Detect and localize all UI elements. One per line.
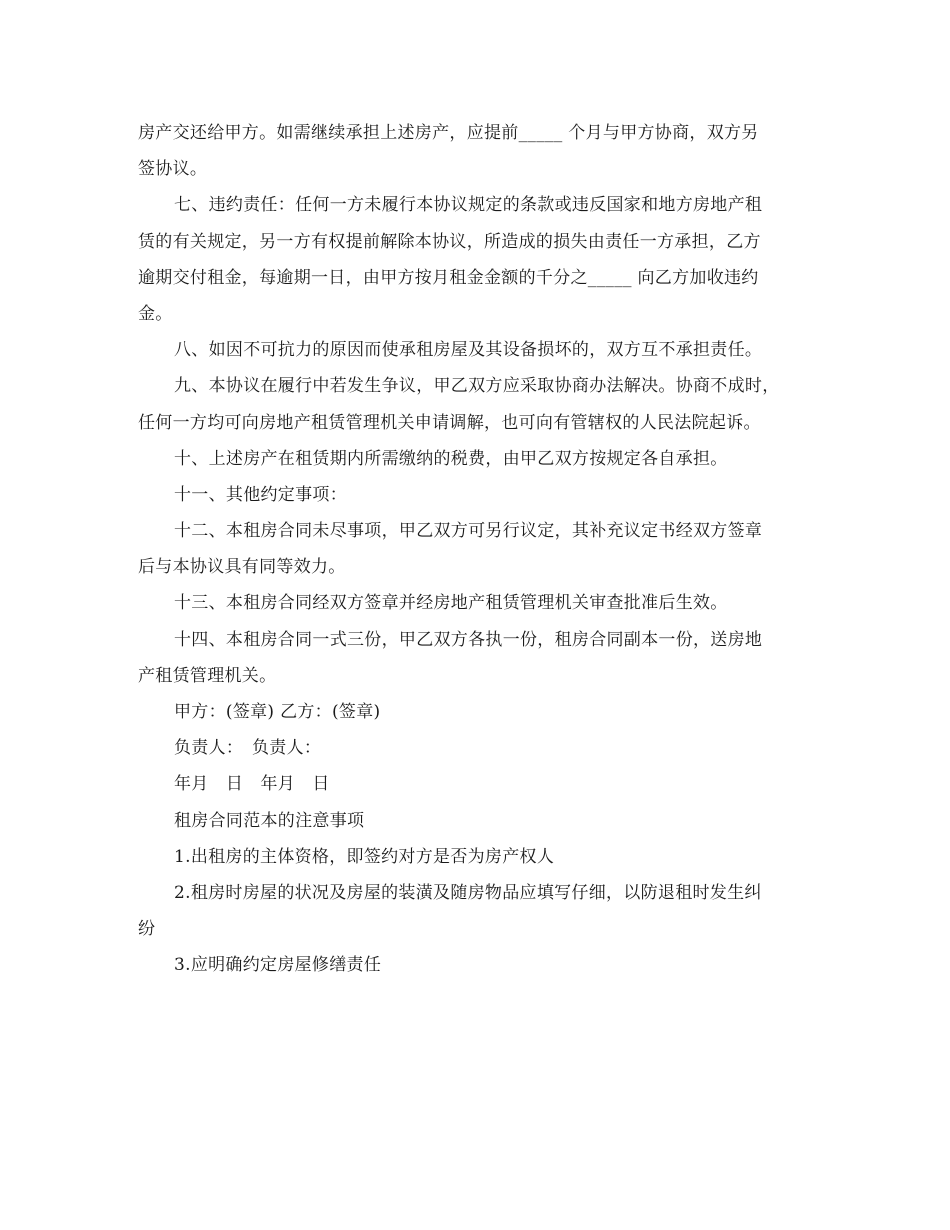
text-line: 赁的有关规定，另一方有权提前解除本协议，所造成的损失由责任一方承担，乙方 xyxy=(138,231,761,252)
note-item-1: 1.出租房的主体资格，即签约对方是否为房产权人 xyxy=(174,846,555,867)
clause-13: 十三、本租房合同经双方签章并经房地产租赁管理机关审查批准后生效。 xyxy=(174,593,728,614)
signature-line: 甲方：(签章) 乙方：(签章) xyxy=(174,702,381,722)
date-line: 年月 日 年月 日 xyxy=(174,774,330,795)
note-item-2: 2.租房时房屋的状况及房屋的装潢及随房物品应填写仔细，以防退租时发生纠 xyxy=(174,882,762,903)
text-line: 金。 xyxy=(138,303,173,324)
text-line: 签协议。 xyxy=(138,159,208,180)
clause-12: 十二、本租房合同未尽事项，甲乙双方可另行议定，其补充议定书经双方签章 xyxy=(174,521,763,542)
notes-heading: 租房合同范本的注意事项 xyxy=(174,810,365,831)
responsible-person-line: 负责人： 负责人： xyxy=(174,738,322,759)
clause-11: 十一、其他约定事项： xyxy=(174,484,347,505)
clause-8: 八、如因不可抗力的原因而使承租房屋及其设备损坏的，双方互不承担责任。 xyxy=(174,340,763,361)
text-line: 房产交还给甲方。如需继续承担上述房产，应提前_____ 个月与甲方协商，双方另 xyxy=(138,123,759,143)
text-line: 后与本协议具有同等效力。 xyxy=(138,557,346,578)
clause-10: 十、上述房产在租赁期内所需缴纳的税费，由甲乙双方按规定各自承担。 xyxy=(174,448,728,469)
note-item-3: 3.应明确约定房屋修缮责任 xyxy=(174,955,382,976)
clause-9: 九、本协议在履行中若发生争议，甲乙双方应采取协商办法解决。协商不成时， xyxy=(174,376,780,397)
text-line: 产租赁管理机关。 xyxy=(138,665,277,686)
text-line: 逾期交付租金，每逾期一日，由甲方按月租金金额的千分之_____ 向乙方加收违约 xyxy=(138,267,759,288)
document-page xyxy=(138,115,814,984)
clause-7: 七、违约责任：任何一方未履行本协议规定的条款或违反国家和地方房地产租 xyxy=(174,195,763,216)
text-line: 纷 xyxy=(138,919,156,940)
text-line: 任何一方均可向房地产租赁管理机关申请调解，也可向有管辖权的人民法院起诉。 xyxy=(138,412,761,433)
clause-14: 十四、本租房合同一式三份，甲乙双方各执一份，租房合同副本一份，送房地 xyxy=(174,629,763,650)
